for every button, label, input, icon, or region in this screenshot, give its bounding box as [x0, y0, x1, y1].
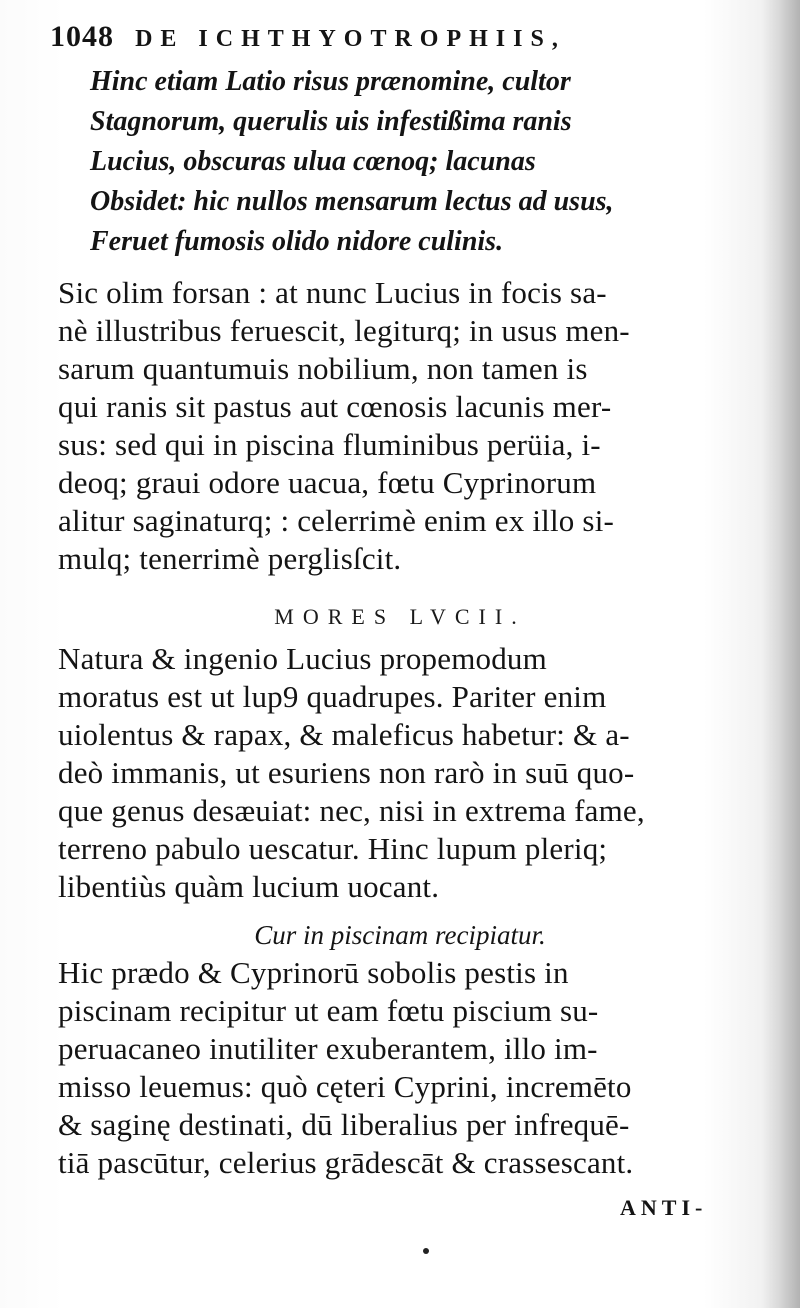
text-line: deò immanis, ut esuriens non rarò in suū quo- — [58, 755, 635, 790]
text-line: sarum quantumuis nobilium, non tamen is — [58, 351, 588, 386]
running-head: DE ICHTHYOTROPHIIS, — [135, 26, 566, 52]
text-line: moratus est ut lup9 quadrupes. Pariter enim — [58, 679, 607, 714]
verse-block — [90, 62, 750, 262]
text-line: Natura & ingenio Lucius propemodum — [58, 641, 547, 676]
text-line: peruacaneo inutiliter exuberantem, illo im- — [58, 1031, 598, 1066]
catchword: ANTI- — [620, 1195, 708, 1220]
page-number: 1048 — [50, 20, 114, 53]
text-line: qui ranis sit pastus aut cœnosis lacunis mer- — [58, 389, 612, 424]
text-line: terreno pabulo uescatur. Hinc lupum pleriq; — [58, 831, 608, 866]
print-dot — [423, 1248, 429, 1254]
text-line: que genus desæuiat: nec, nisi in extrema fame, — [58, 793, 645, 828]
text-line: deoq; graui odore uacua, fœtu Cyprinorum — [58, 465, 597, 500]
text-line: libentiùs quàm lucium uocant. — [58, 869, 440, 904]
text-line: Sic olim forsan : at nunc Lucius in focis sa- — [58, 275, 607, 310]
text-line: piscinam recipitur ut eam fœtu piscium su- — [58, 993, 599, 1028]
page-header — [50, 20, 630, 60]
text-line: sus: sed qui in piscina fluminibus perüia, i- — [58, 427, 601, 462]
text-line: uiolentus & rapax, & maleficus habetur: & a- — [58, 717, 630, 752]
text-line: Hic prædo & Cyprinorū sobolis pestis in — [58, 955, 569, 990]
verse-line: Stagnorum, querulis uis infestißima ranis — [90, 106, 572, 137]
text-line: mulq; tenerrimè perglisſcit. — [58, 541, 402, 576]
verse-line: Lucius, obscuras ulua cœnoq; lacunas — [90, 146, 536, 177]
text-line: & saginę destinati, dū liberalius per infrequē- — [58, 1107, 630, 1142]
paragraph-1 — [58, 274, 748, 578]
paragraph-2 — [58, 640, 748, 906]
text-line: nè illustribus feruescit, legiturq; in usus men- — [58, 313, 630, 348]
verse-line: Feruet fumosis olido nidore culinis. — [90, 226, 504, 257]
verse-line: Hinc etiam Latio risus prænomine, cultor — [90, 66, 571, 97]
text-line: tiā pascūtur, celerius grādescāt & crassescant. — [58, 1145, 634, 1180]
section-heading-mores: MORES LVCII. — [274, 604, 526, 629]
verse-line: Obsidet: hic nullos mensarum lectus ad usus, — [90, 186, 614, 217]
text-line: alitur saginaturq; : celerrimè enim ex illo si- — [58, 503, 615, 538]
gutter-shadow — [762, 0, 800, 1308]
paragraph-3 — [58, 954, 748, 1182]
text-line: misso leuemus: quò cęteri Cyprini, incremēto — [58, 1069, 632, 1104]
section-heading-cur: Cur in piscinam recipiatur. — [254, 920, 546, 950]
